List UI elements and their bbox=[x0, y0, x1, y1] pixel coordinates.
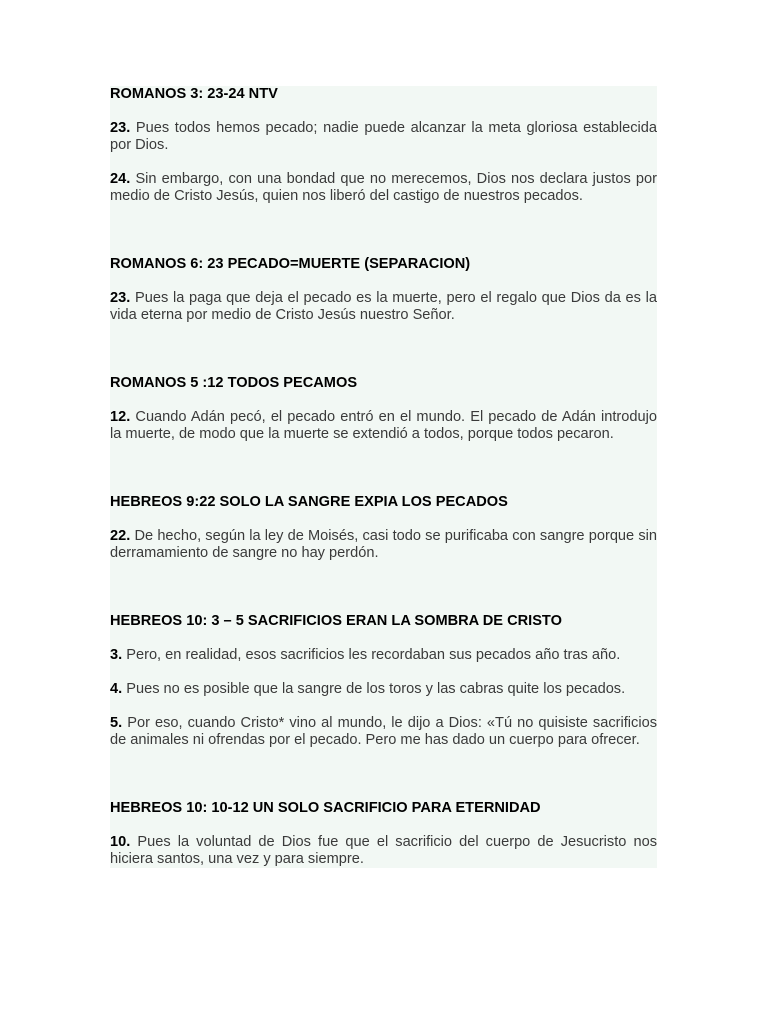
verse-text: De hecho, según la ley de Moisés, casi todo se purificaba con sangre porque sin derramamiento de sangre no hay perdón. bbox=[110, 528, 657, 561]
verse bbox=[110, 120, 657, 154]
verse-number: 24. bbox=[110, 171, 131, 187]
section-hebreos-10-10 bbox=[110, 800, 657, 868]
verse-text: Pero, en realidad, esos sacrificios les recordaban sus pecados año tras año. bbox=[126, 647, 621, 663]
spacer bbox=[110, 749, 657, 800]
section-heading: HEBREOS 9:22 SOLO LA SANGRE EXPIA LOS PECADOS bbox=[110, 494, 508, 510]
verse bbox=[110, 171, 657, 205]
section-heading: ROMANOS 3: 23-24 NTV bbox=[110, 86, 278, 102]
verse-number: 12. bbox=[110, 409, 131, 425]
section-romanos-3 bbox=[110, 86, 657, 205]
verse-text: Pues la paga que deja el pecado es la muerte, pero el regalo que Dios da es la vida eterna por medio de Cristo Jesús nuestro Señor. bbox=[110, 290, 657, 323]
spacer bbox=[110, 443, 657, 494]
section-heading: ROMANOS 5 :12 TODOS PECAMOS bbox=[110, 375, 358, 391]
verse bbox=[110, 834, 657, 868]
spacer bbox=[110, 205, 657, 256]
section-hebreos-9 bbox=[110, 494, 657, 562]
spacer bbox=[110, 324, 657, 375]
verse-text: Pues todos hemos pecado; nadie puede alcanzar la meta gloriosa establecida por Dios. bbox=[110, 120, 657, 153]
verse bbox=[110, 715, 657, 749]
verse-number: 3. bbox=[110, 647, 123, 663]
verse bbox=[110, 681, 657, 698]
section-hebreos-10-3 bbox=[110, 613, 657, 749]
verse-number: 23. bbox=[110, 290, 131, 306]
verse-number: 22. bbox=[110, 528, 131, 544]
document-page bbox=[110, 86, 657, 868]
section-romanos-6 bbox=[110, 256, 657, 324]
verse-text: Por eso, cuando Cristo* vino al mundo, le dijo a Dios: «Tú no quisiste sacrificios de animales ni ofrendas por el pecado. Pero me has dado un cuerpo para ofrecer. bbox=[110, 715, 657, 748]
verse-number: 23. bbox=[110, 120, 131, 136]
verse-text: Pues la voluntad de Dios fue que el sacrificio del cuerpo de Jesucristo nos hiciera santos, una vez y para siempre. bbox=[110, 834, 658, 867]
verse bbox=[110, 647, 657, 664]
section-heading: HEBREOS 10: 10-12 UN SOLO SACRIFICIO PARA ETERNIDAD bbox=[110, 800, 541, 816]
section-romanos-5 bbox=[110, 375, 657, 443]
verse bbox=[110, 290, 657, 324]
verse bbox=[110, 409, 657, 443]
verse-number: 5. bbox=[110, 715, 123, 731]
section-heading: HEBREOS 10: 3 – 5 SACRIFICIOS ERAN LA SOMBRA DE CRISTO bbox=[110, 613, 562, 629]
verse bbox=[110, 528, 657, 562]
verse-text: Sin embargo, con una bondad que no merecemos, Dios nos declara justos por medio de Cristo Jesús, quien nos liberó del castigo de nuestros pecados. bbox=[110, 171, 657, 204]
verse-text: Pues no es posible que la sangre de los toros y las cabras quite los pecados. bbox=[126, 681, 626, 697]
section-heading: ROMANOS 6: 23 PECADO=MUERTE (SEPARACION) bbox=[110, 256, 471, 272]
verse-number: 10. bbox=[110, 834, 131, 850]
verse-number: 4. bbox=[110, 681, 123, 697]
verse-text: Cuando Adán pecó, el pecado entró en el mundo. El pecado de Adán introdujo la muerte, de modo que la muerte se extendió a todos, porque todos pecaron. bbox=[110, 409, 657, 442]
spacer bbox=[110, 562, 657, 613]
